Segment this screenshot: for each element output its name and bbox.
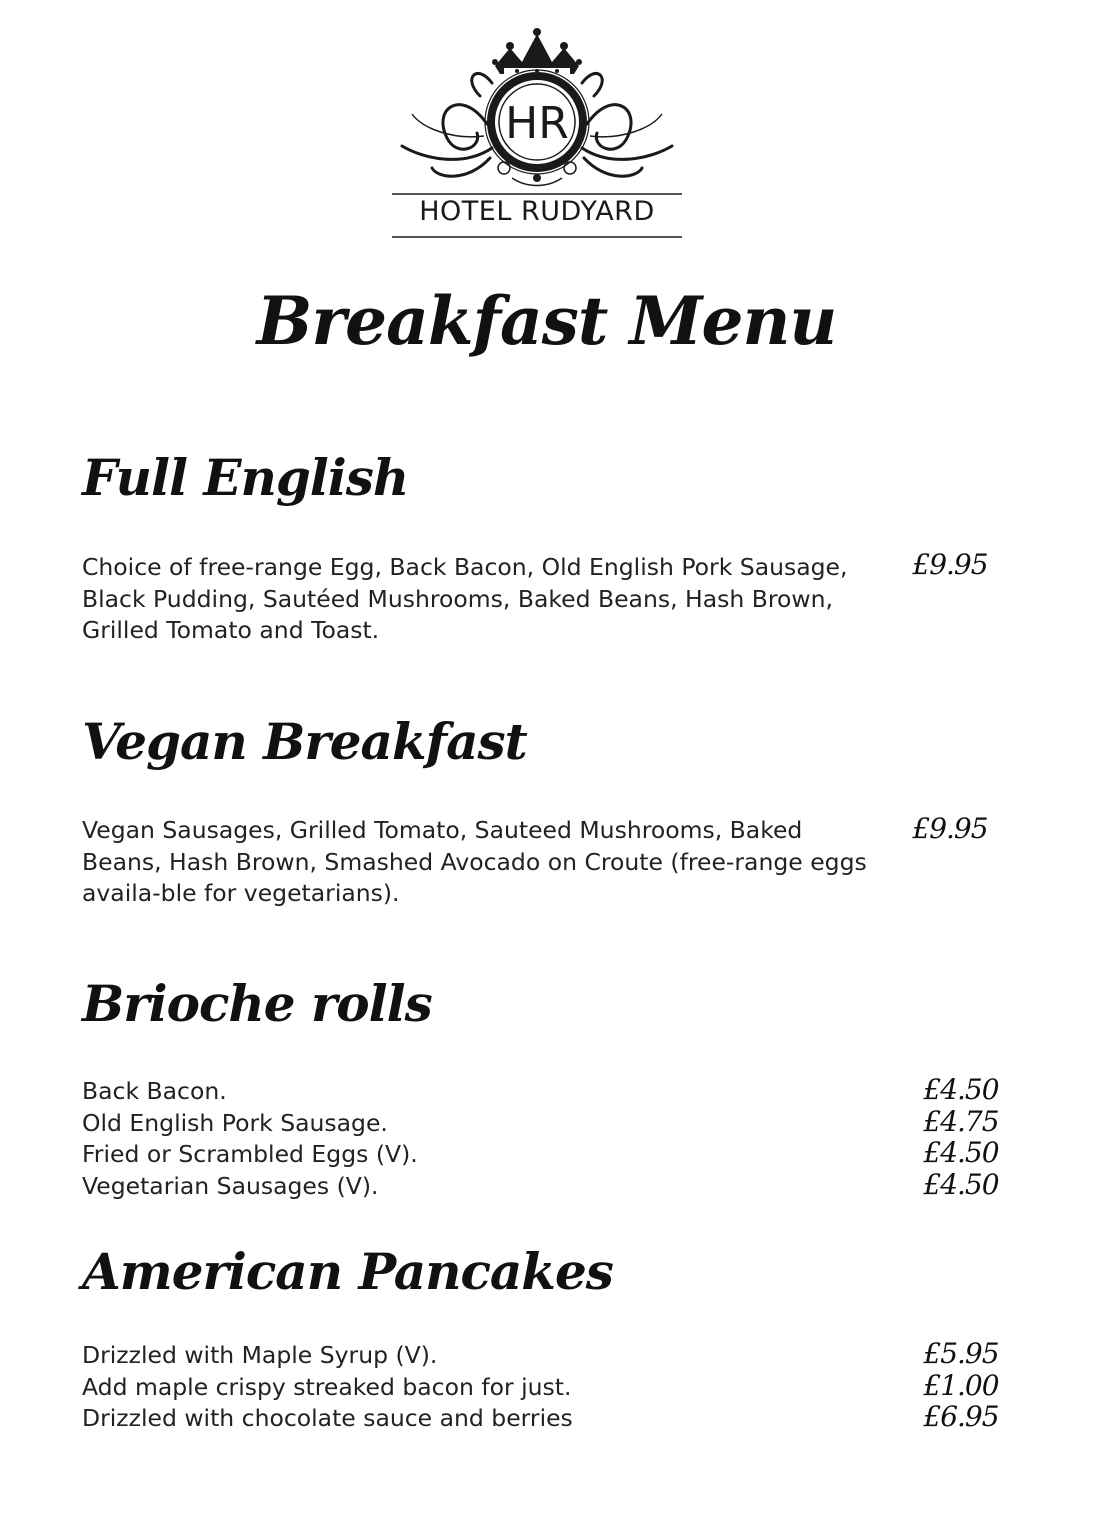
item-price: £5.95 xyxy=(923,1337,999,1370)
full-english-price: £9.95 xyxy=(912,548,988,581)
item-price: £4.50 xyxy=(923,1136,999,1169)
item-name: Drizzled with Maple Syrup (V). xyxy=(82,1341,438,1369)
vegan-breakfast-price: £9.95 xyxy=(912,812,988,845)
item-price: £4.50 xyxy=(923,1167,999,1201)
item-name: Old English Pork Sausage. xyxy=(82,1108,388,1137)
menu-title: Breakfast Menu xyxy=(256,282,837,360)
item-name: Drizzled with chocolate sauce and berries xyxy=(82,1404,573,1432)
list-item xyxy=(82,1337,1012,1369)
list-item xyxy=(82,1073,1012,1105)
item-price: £4.50 xyxy=(923,1073,999,1106)
list-item xyxy=(82,1105,1012,1137)
list-item xyxy=(82,1136,1012,1168)
hotel-name: HOTEL RUDYARD xyxy=(419,196,655,227)
list-item xyxy=(82,1168,1012,1200)
item-name: Back Bacon. xyxy=(82,1077,227,1105)
list-item xyxy=(82,1369,1012,1401)
american-pancakes-list xyxy=(82,1337,1012,1432)
item-price: £1.00 xyxy=(923,1368,999,1402)
item-price: £4.75 xyxy=(923,1104,999,1138)
full-english-description: Choice of free-range Egg, Back Bacon, Old English Pork Sausage, Black Pudding, Sautéed Mushrooms, Baked Beans, Hash Brown, Grilled Tomato and Toast. xyxy=(82,553,848,644)
section-heading-full-english: Full English xyxy=(82,448,409,507)
vegan-breakfast-description: Vegan Sausages, Grilled Tomato, Sauteed Mushrooms, Baked Beans, Hash Brown, Smashed Avocado on Croute (free-range eggs availa-ble for vegetarians). xyxy=(82,816,867,907)
item-name: Vegetarian Sausages (V). xyxy=(82,1171,379,1200)
item-price: £6.95 xyxy=(923,1400,999,1433)
list-item xyxy=(82,1400,1012,1432)
monogram-text: HR xyxy=(505,98,569,149)
section-heading-american-pancakes: American Pancakes xyxy=(82,1242,613,1301)
brioche-rolls-list xyxy=(82,1073,1012,1199)
item-name: Fried or Scrambled Eggs (V). xyxy=(82,1140,418,1168)
section-heading-brioche-rolls: Brioche rolls xyxy=(82,974,432,1033)
item-name: Add maple crispy streaked bacon for just. xyxy=(82,1372,572,1401)
section-heading-vegan-breakfast: Vegan Breakfast xyxy=(82,712,527,771)
